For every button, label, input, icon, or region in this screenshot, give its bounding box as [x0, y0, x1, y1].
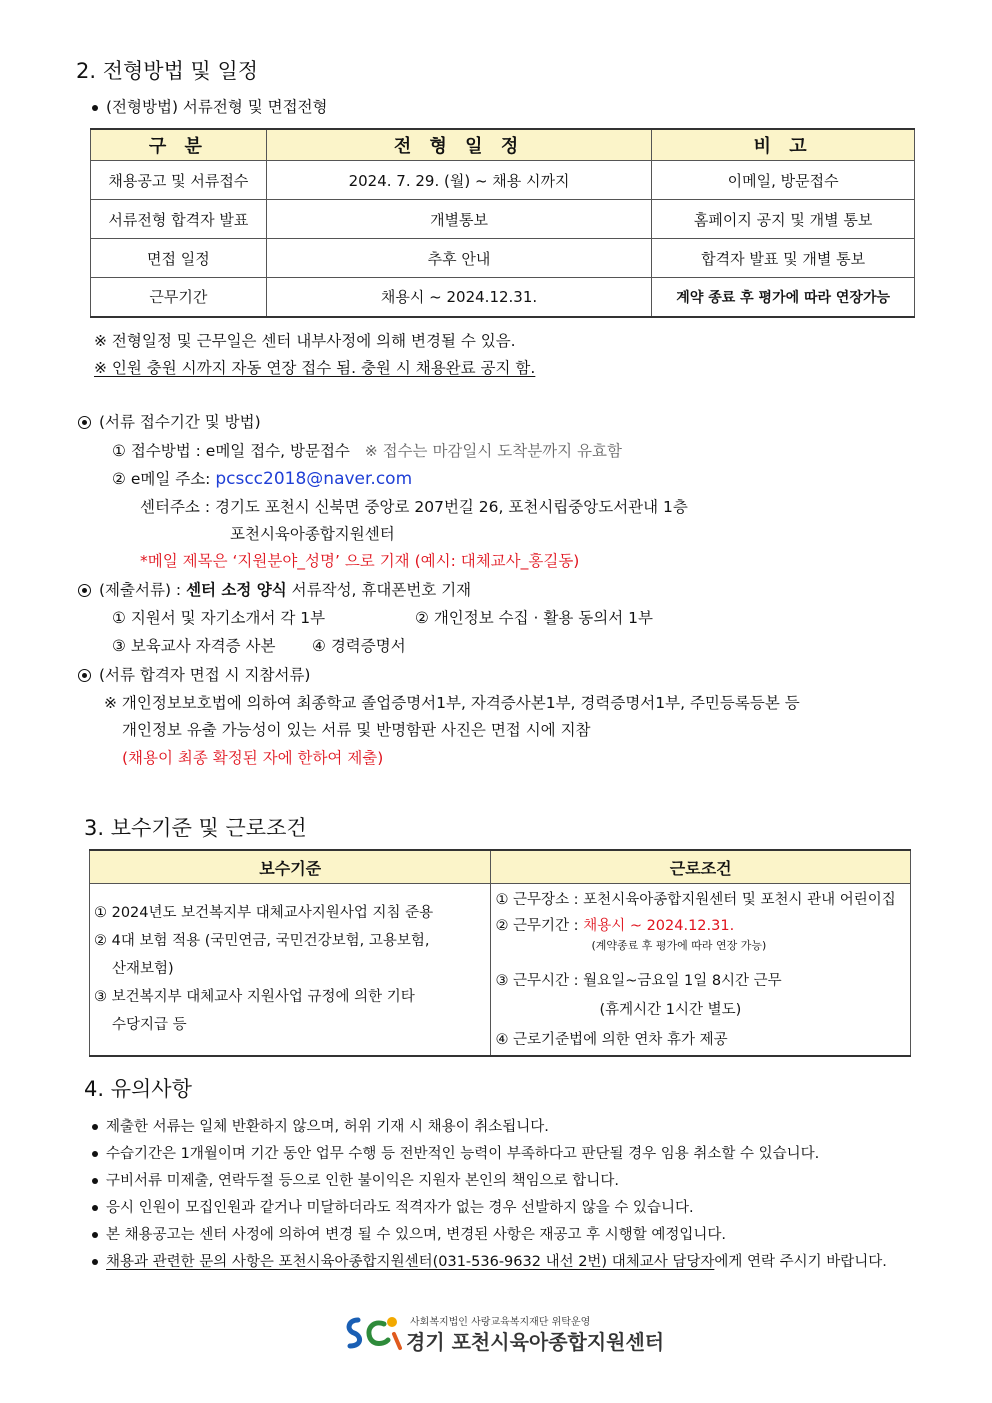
- conditions-cell: ① 근무장소 : 포천시육아종합지원센터 및 포천시 관내 어린이집 ② 근무기간 : 채용시 ~ 2024.12.31. (계약종료 후 평가에 따라 연장 가능) ③ 근무시간 : 월요일~금요일 1일 8시간 근무 (휴게시간 1시간 별도) ④ 근로기준법에 의한 연차 휴가 제공: [491, 884, 911, 1056]
- section2-title: 2. 전형방법 및 일정: [76, 59, 259, 83]
- schedule-note-1: ※ 전형일정 및 근무일은 센터 내부사정에 의해 변경될 수 있음.: [94, 332, 516, 350]
- notice-item-6: 채용과 관련한 문의 사항은 포천시육아종합지원센터(031-536-9632 내선 2번) 대체교사 담당자에게 연락 주시기 바랍니다.: [92, 1250, 887, 1271]
- document-item-1: ① 지원서 및 자기소개서 각 1부: [112, 609, 326, 627]
- footer-center-name: 경기 포천시육아종합지원센터: [406, 1330, 665, 1354]
- schedule-header-category: 구 분: [91, 129, 267, 161]
- center-logo-icon: [344, 1312, 404, 1354]
- table-row: 근무기간 채용시 ~ 2024.12.31. 계약 종료 후 평가에 따라 연장가능: [91, 278, 915, 317]
- submission-method: ① 접수방법 : e메일 접수, 방문접수 ※ 접수는 마감일시 도착분까지 유효함: [112, 442, 622, 460]
- pay-header: 보수기준: [90, 850, 491, 884]
- bullet-icon: [78, 669, 91, 682]
- table-row: 서류전형 합격자 발표 개별통보 홈페이지 공지 및 개별 통보: [91, 200, 915, 239]
- document-item-2: ② 개인정보 수집 · 활용 동의서 1부: [415, 609, 653, 627]
- footer-sub: 사회복지법인 사랑교육복지재단 위탁운영: [410, 1317, 591, 1328]
- documents-heading: (제출서류) : 센터 소정 양식 서류작성, 휴대폰번호 기재: [78, 578, 471, 600]
- schedule-header-date: 전 형 일 정: [266, 129, 652, 161]
- notice-item-5: 본 채용공고는 센터 사정에 의하여 변경 될 수 있으며, 변경된 사항은 재공고 후 시행할 예정입니다.: [92, 1223, 726, 1244]
- submission-email: ② e메일 주소: pcscc2018@naver.com: [112, 469, 413, 489]
- method-line: (전형방법) 서류전형 및 면접전형: [92, 95, 328, 117]
- notice-item-1: 제출한 서류는 일체 반환하지 않으며, 허위 기재 시 채용이 취소됩니다.: [92, 1115, 549, 1136]
- interview-docs-line3: (채용이 최종 확정된 자에 한하여 제출): [122, 749, 384, 767]
- document-item-3: ③ 보육교사 자격증 사본: [112, 637, 276, 655]
- interview-docs-line1: ※ 개인정보보호법에 의하여 최종학교 졸업증명서1부, 자격증사본1부, 경력증명서1부, 주민등록등본 등: [104, 694, 800, 712]
- interview-docs-line2: 개인정보 유출 가능성이 있는 서류 및 반명함판 사진은 면접 시에 지참: [122, 721, 591, 739]
- table-row: 면접 일정 추후 안내 합격자 발표 및 개별 통보: [91, 239, 915, 278]
- notice-item-3: 구비서류 미제출, 연락두절 등으로 인한 불이익은 지원자 본인의 책임으로 합니다.: [92, 1169, 619, 1190]
- conditions-header: 근로조건: [491, 850, 911, 884]
- section3-title: 3. 보수기준 및 근로조건: [84, 816, 307, 840]
- footer-logo: [344, 1312, 404, 1358]
- pay-cell: ① 2024년도 보건복지부 대체교사지원사업 지침 준용 ② 4대 보험 적용 (국민연금, 국민건강보험, 고용보험, 산재보험) ③ 보건복지부 대체교사 지원사업 규정에 의한 기타 수당지급 등: [90, 884, 491, 1056]
- schedule-table: [90, 128, 915, 318]
- interview-docs-heading: (서류 합격자 면접 시 지참서류): [78, 663, 310, 685]
- submission-heading: (서류 접수기간 및 방법): [78, 410, 261, 432]
- section4-title: 4. 유의사항: [84, 1077, 192, 1101]
- document-item-4: ④ 경력증명서: [312, 637, 406, 655]
- schedule-header-note: 비 고: [652, 129, 915, 161]
- center-address: 센터주소 : 경기도 포천시 신북면 중앙로 207번길 26, 포천시립중앙도서관내 1층: [140, 498, 688, 516]
- bullet-icon: [78, 416, 91, 429]
- pay-conditions-table: [89, 849, 911, 1057]
- bullet-icon: [78, 584, 91, 597]
- notice-item-2: 수습기간은 1개월이며 기간 동안 업무 수행 등 전반적인 능력이 부족하다고 판단될 경우 임용 취소할 수 있습니다.: [92, 1142, 819, 1163]
- mail-subject-note: *메일 제목은 ‘지원분야_성명’ 으로 기재 (예시: 대체교사_홍길동): [140, 552, 580, 570]
- notice-item-4: 응시 인원이 모집인원과 같거나 미달하더라도 적격자가 없는 경우 선발하지 않을 수 있습니다.: [92, 1196, 694, 1217]
- table-row: 채용공고 및 서류접수 2024. 7. 29. (월) ~ 채용 시까지 이메일, 방문접수: [91, 161, 915, 200]
- email-link[interactable]: pcscc2018@naver.com: [215, 469, 413, 489]
- center-name: 포천시육아종합지원센터: [230, 525, 395, 543]
- schedule-note-2: ※ 인원 충원 시까지 자동 연장 접수 됨. 충원 시 채용완료 공지 함.: [94, 359, 536, 377]
